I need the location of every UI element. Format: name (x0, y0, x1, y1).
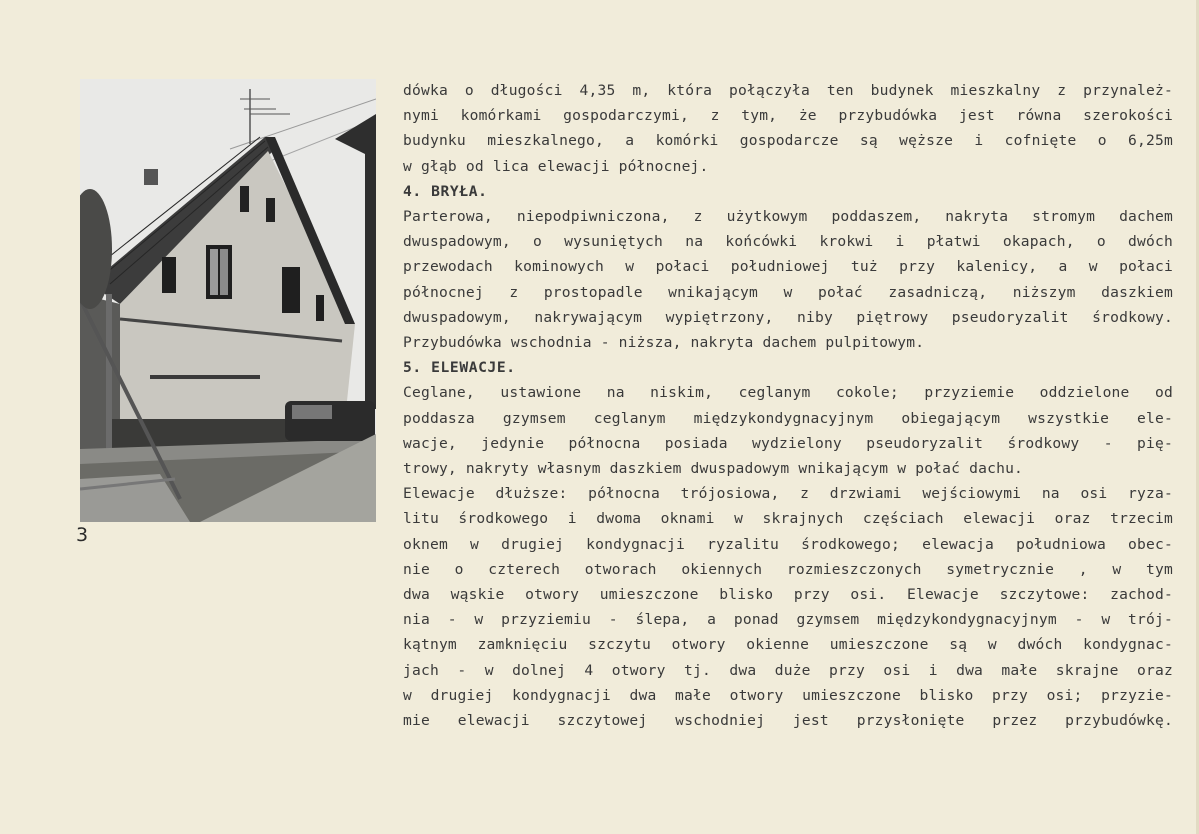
text-line: w głąb od lica elewacji północnej. (403, 157, 709, 175)
document-text (403, 78, 1173, 733)
text-line: północnej z prostopadle wnikającym w połać zasadniczą, niższym daszkiem (403, 283, 1173, 301)
text-line: przewodach kominowych w połaci południowej tuż przy kalenicy, a w połaci (403, 258, 1173, 276)
text-line: nie o czterech otworach okiennych rozmieszczonych symetrycznie , w tym (403, 560, 1173, 578)
section-heading-elewacje: 5. ELEWACJE. (403, 359, 516, 377)
house-photo-image (80, 79, 376, 522)
text-line: Ceglane, ustawione na niskim, ceglanym cokole; przyziemie oddzielone od (403, 384, 1173, 402)
text-line: dówka o długości 4,35 m, która połączyła ten budynek mieszkalny z przynależ- (403, 82, 1173, 99)
house-photo (80, 79, 376, 522)
text-line: dwuspadowym, nakrywającym wypiętrzony, niby piętrowy pseudoryzalit środkowy. (403, 308, 1173, 326)
text-line: nia - w przyziemiu - ślepa, a ponad gzymsem międzykondygnacyjnym - w trój- (403, 611, 1173, 629)
text-line: trowy, nakryty własnym daszkiem dwuspadowym wnikającym w połać dachu. (403, 460, 1024, 478)
text-line: wacje, jedynie północna posiada wydzielony pseudoryzalit środkowy - pię- (403, 434, 1173, 452)
text-line: poddasza gzymsem ceglanym międzykondygnacyjnym obiegającym wszystkie ele- (403, 409, 1173, 427)
text-line: budynku mieszkalnego, a komórki gospodarcze są węższe i cofnięte o 6,25m (403, 132, 1173, 150)
text-line: Elewacje dłuższe: północna trójosiowa, z drzwiami wejściowymi na osi ryza- (403, 485, 1173, 503)
text-line: kątnym zamknięciu szczytu otwory okienne umieszczone są w dwóch kondygnac- (403, 636, 1173, 654)
text-line: oknem w drugiej kondygnacji ryzalitu środkowego; elewacja południowa obec- (403, 535, 1173, 553)
text-line: Parterowa, niepodpiwniczona, z użytkowym poddaszem, nakryta stromym dachem (403, 208, 1173, 226)
text-line: w drugiej kondygnacji dwa małe otwory umieszczone blisko przy osi; przyzie- (403, 686, 1173, 704)
text-line: dwa wąskie otwory umieszczone blisko przy osi. Elewacje szczytowe: zachod- (403, 586, 1173, 604)
text-line: jach - w dolnej 4 otwory tj. dwa duże przy osi i dwa małe skrajne oraz (403, 661, 1173, 679)
text-line: Przybudówka wschodnia - niższa, nakryta dachem pulpitowym. (403, 334, 925, 352)
text-line: mie elewacji szczytowej wschodniej jest przysłonięte przez przybudówkę. (403, 712, 1173, 730)
photo-number: 3 (76, 524, 89, 546)
section-heading-bryla: 4. BRYŁA. (403, 182, 488, 200)
text-line: litu środkowego i dwoma oknami w skrajnych częściach elewacji oraz trzecim (403, 510, 1173, 528)
text-line: nymi komórkami gospodarczymi, z tym, że przybudówka jest równa szerokości (403, 107, 1173, 125)
text-line: dwuspadowym, o wysuniętych na końcówki krokwi i płatwi okapach, o dwóch (403, 233, 1173, 251)
